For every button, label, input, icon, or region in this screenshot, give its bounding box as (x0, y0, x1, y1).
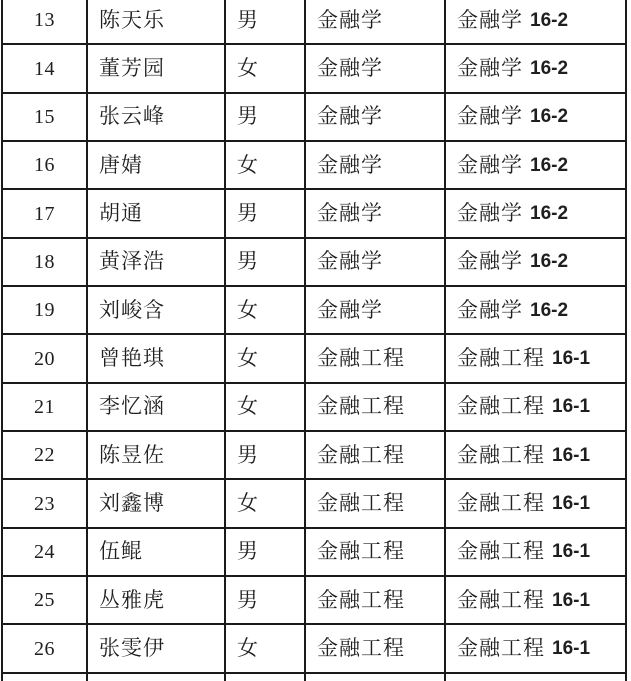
cell-number (3, 94, 88, 142)
cell-class (446, 45, 627, 93)
cell-gender (226, 0, 306, 45)
cell-class (446, 94, 627, 142)
cell-major (306, 0, 446, 45)
cell-class (446, 384, 627, 432)
gender-text: 女 (237, 491, 259, 516)
cell-name (88, 529, 226, 577)
class-major-text: 金融学 (457, 152, 523, 177)
row-number-text: 25 (34, 589, 55, 612)
cell-name (88, 239, 226, 287)
row-number-text: 14 (34, 57, 55, 80)
cell-empty (306, 674, 446, 681)
gender-text: 男 (237, 201, 259, 226)
cell-name (88, 190, 226, 238)
cell-major (306, 335, 446, 383)
class-code-text: 16-1 (552, 589, 591, 611)
cell-major (306, 142, 446, 190)
cell-number (3, 335, 88, 383)
row-number-text: 18 (34, 250, 55, 273)
cell-name (88, 45, 226, 93)
student-table (1, 0, 627, 681)
cell-number (3, 287, 88, 335)
cell-class (446, 142, 627, 190)
cell-class (446, 239, 627, 287)
cell-major (306, 45, 446, 93)
gender-text: 男 (237, 539, 259, 564)
cell-gender (226, 577, 306, 625)
class-code-text: 16-1 (552, 444, 591, 466)
class-code-text: 16-1 (552, 493, 591, 515)
cell-gender (226, 529, 306, 577)
cell-name (88, 625, 226, 673)
gender-text: 女 (237, 56, 259, 81)
row-number-text: 22 (34, 444, 55, 467)
row-number-text: 16 (34, 154, 55, 177)
gender-text: 男 (237, 587, 259, 612)
cell-number (3, 529, 88, 577)
cell-empty (88, 674, 226, 681)
cell-major (306, 287, 446, 335)
cell-gender (226, 335, 306, 383)
cell-gender (226, 190, 306, 238)
cell-number (3, 625, 88, 673)
cell-major (306, 239, 446, 287)
gender-text: 男 (237, 104, 259, 129)
major-text: 金融学 (317, 152, 383, 177)
row-number-text: 17 (34, 202, 55, 225)
gender-text: 女 (237, 152, 259, 177)
row-number-text: 15 (34, 105, 55, 128)
student-name-text: 刘鑫博 (99, 491, 165, 516)
row-number-text: 21 (34, 395, 55, 418)
major-text: 金融学 (317, 104, 383, 129)
cell-major (306, 384, 446, 432)
student-name-text: 董芳园 (99, 56, 165, 81)
cell-gender (226, 384, 306, 432)
cell-class (446, 287, 627, 335)
student-name-text: 陈天乐 (99, 7, 165, 32)
class-major-text: 金融学 (457, 104, 523, 129)
major-text: 金融工程 (317, 587, 405, 612)
cell-name (88, 287, 226, 335)
cell-class (446, 190, 627, 238)
class-major-text: 金融工程 (457, 587, 545, 612)
class-major-text: 金融工程 (457, 346, 545, 371)
cell-gender (226, 625, 306, 673)
cell-number (3, 142, 88, 190)
class-code-text: 16-1 (552, 396, 591, 418)
student-name-text: 李忆涵 (99, 394, 165, 419)
class-major-text: 金融工程 (457, 539, 545, 564)
class-code-text: 16-2 (530, 106, 569, 128)
row-number-text: 24 (34, 540, 55, 563)
major-text: 金融学 (317, 7, 383, 32)
cell-class (446, 577, 627, 625)
gender-text: 男 (237, 249, 259, 274)
cell-major (306, 480, 446, 528)
class-code-text: 16-1 (552, 638, 591, 660)
cell-empty (3, 674, 88, 681)
cell-number (3, 384, 88, 432)
class-code-text: 16-2 (530, 203, 569, 225)
class-code-text: 16-1 (552, 348, 591, 370)
class-code-text: 16-2 (530, 9, 569, 31)
cell-class (446, 625, 627, 673)
class-major-text: 金融工程 (457, 394, 545, 419)
class-major-text: 金融学 (457, 297, 523, 322)
row-number-text: 23 (34, 492, 55, 515)
cell-major (306, 577, 446, 625)
cell-major (306, 625, 446, 673)
cell-number (3, 239, 88, 287)
cell-gender (226, 287, 306, 335)
cell-class (446, 480, 627, 528)
cell-class (446, 335, 627, 383)
cell-major (306, 190, 446, 238)
cell-name (88, 94, 226, 142)
major-text: 金融学 (317, 201, 383, 226)
class-major-text: 金融学 (457, 249, 523, 274)
class-major-text: 金融工程 (457, 636, 545, 661)
cell-number (3, 480, 88, 528)
cell-gender (226, 142, 306, 190)
cell-number (3, 432, 88, 480)
cell-name (88, 480, 226, 528)
cell-name (88, 577, 226, 625)
cell-class (446, 0, 627, 45)
cell-name (88, 384, 226, 432)
student-name-text: 丛雅虎 (99, 587, 165, 612)
gender-text: 女 (237, 297, 259, 322)
major-text: 金融工程 (317, 636, 405, 661)
major-text: 金融工程 (317, 539, 405, 564)
student-name-text: 刘峻含 (99, 297, 165, 322)
row-number-text: 13 (34, 9, 55, 32)
cell-empty (446, 674, 627, 681)
gender-text: 男 (237, 7, 259, 32)
cell-name (88, 142, 226, 190)
class-code-text: 16-2 (530, 299, 569, 321)
cell-number (3, 45, 88, 93)
cell-gender (226, 480, 306, 528)
cell-name (88, 335, 226, 383)
major-text: 金融工程 (317, 394, 405, 419)
class-code-text: 16-2 (530, 251, 569, 273)
major-text: 金融工程 (317, 346, 405, 371)
gender-text: 女 (237, 636, 259, 661)
cell-gender (226, 94, 306, 142)
cell-gender (226, 239, 306, 287)
cell-number (3, 0, 88, 45)
cell-number (3, 577, 88, 625)
student-name-text: 张雯伊 (99, 636, 165, 661)
student-name-text: 伍鲲 (99, 539, 143, 564)
cell-major (306, 432, 446, 480)
cell-empty (226, 674, 306, 681)
gender-text: 女 (237, 346, 259, 371)
student-name-text: 胡通 (99, 201, 143, 226)
cell-gender (226, 45, 306, 93)
cell-gender (226, 432, 306, 480)
major-text: 金融工程 (317, 491, 405, 516)
gender-text: 女 (237, 394, 259, 419)
student-name-text: 张云峰 (99, 104, 165, 129)
cell-name (88, 432, 226, 480)
cell-class (446, 529, 627, 577)
class-major-text: 金融学 (457, 7, 523, 32)
major-text: 金融工程 (317, 442, 405, 467)
gender-text: 男 (237, 442, 259, 467)
row-number-text: 19 (34, 299, 55, 322)
row-number-text: 26 (34, 637, 55, 660)
student-name-text: 唐婧 (99, 152, 143, 177)
class-major-text: 金融工程 (457, 442, 545, 467)
class-code-text: 16-1 (552, 541, 591, 563)
cell-number (3, 190, 88, 238)
class-major-text: 金融工程 (457, 491, 545, 516)
major-text: 金融学 (317, 56, 383, 81)
class-code-text: 16-2 (530, 154, 569, 176)
cell-class (446, 432, 627, 480)
cell-major (306, 529, 446, 577)
major-text: 金融学 (317, 249, 383, 274)
student-name-text: 曾艳琪 (99, 346, 165, 371)
student-name-text: 陈昱佐 (99, 442, 165, 467)
class-major-text: 金融学 (457, 56, 523, 81)
row-number-text: 20 (34, 347, 55, 370)
class-code-text: 16-2 (530, 58, 569, 80)
class-major-text: 金融学 (457, 201, 523, 226)
cell-name (88, 0, 226, 45)
major-text: 金融学 (317, 297, 383, 322)
cell-major (306, 94, 446, 142)
student-name-text: 黄泽浩 (99, 249, 165, 274)
